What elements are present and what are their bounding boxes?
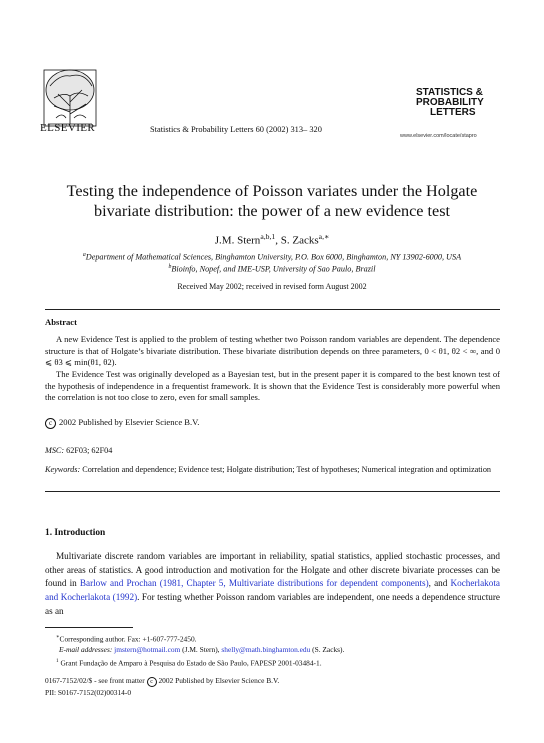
footnote-grant [45, 656, 500, 668]
body-text: , and [428, 578, 451, 589]
footnote-emails [45, 644, 500, 655]
author-affiliation-marks: a,b,1 [260, 232, 276, 241]
author-name: J.M. Stern [214, 234, 261, 247]
abstract-top-rule [45, 309, 500, 310]
email-link[interactable]: jmstern@hotmail.com [114, 645, 181, 654]
journal-citation: Statistics & Probability Letters 60 (2002) 313– 320 [150, 125, 322, 134]
copyright-symbol: c [45, 418, 56, 429]
journal-logo-line-1: STATISTICS & [416, 87, 483, 98]
title-line-1: Testing the independence of Poisson variates under the Holgate [66, 182, 478, 200]
publisher-name: ELSEVIER [40, 122, 96, 134]
author-list [60, 232, 484, 247]
copyright-symbol: c [147, 677, 157, 687]
keywords-text: Correlation and dependence; Evidence test; Holgate distribution; Test of hypotheses; Numerical integration and optimization [82, 465, 492, 474]
abstract-copyright [45, 417, 199, 429]
journal-url: www.elsevier.com/locate/stapro [400, 133, 477, 139]
section-heading: 1. Introduction [45, 528, 106, 538]
issn-copyright: 2002 Published by Elsevier Science B.V. [158, 676, 280, 685]
email-label: E-mail addresses: [59, 645, 113, 654]
copyright-text: 2002 Published by Elsevier Science B.V. [59, 417, 200, 427]
journal-logo-line-2: PROBABILITY [416, 97, 484, 108]
citation-link[interactable]: Barlow and Prochan (1981, Chapter 5, Multivariate distributions for dependent components) [79, 578, 429, 589]
journal-logo [416, 88, 496, 118]
footnote-rule [45, 627, 133, 628]
keywords-label: Keywords: [45, 465, 81, 474]
affiliation-text: Bioinfo, Nopef, and IME-USP, University of Sao Paulo, Brazil [171, 264, 376, 274]
issn-line [45, 676, 279, 687]
author-name: S. Zacks [280, 234, 319, 247]
title-line-2: bivariate distribution: the power of a new evidence test [93, 202, 450, 220]
body-text: Multivariate discrete random variables are important in reliability, spatial statistics, applied stochastic processes, and other areas of statistics. A good introduction and motivation for the Holgate and other discrete bivariate processes can be found in [45, 551, 500, 589]
footnote-mark: ∗ [56, 634, 60, 640]
paper-title [60, 181, 484, 221]
footnote-text: Grant Fundação de Amparo à Pesquisa do Estado de São Paulo, FAPESP 2001-03484-1. [60, 658, 322, 668]
msc-label: MSC: [45, 446, 65, 455]
affiliation-a [30, 252, 514, 262]
affiliation-text: Department of Mathematical Sciences, Binghamton University, P.O. Box 6000, Binghamton, NY 13902-6000, USA [85, 252, 462, 262]
issn-text: 0167-7152/02/$ - see front matter [45, 676, 145, 685]
body-text: . For testing whether Poisson random variables are independent, one needs a dependence structure as an [45, 592, 500, 616]
footnote-text: Corresponding author. Fax: +1-607-777-2450. [59, 634, 197, 644]
author-affiliation-marks: a,∗ [318, 232, 330, 241]
intro-paragraph [45, 550, 500, 619]
citation-link[interactable]: Kocherlakota and Kocherlakota (1992) [45, 578, 500, 603]
author-separator: , [275, 234, 281, 247]
abstract-text: A new Evidence Test is applied to the problem of testing whether two Poisson random variables are dependent. The dependence structure is that of Holgate’s bivariate distribution. These bivariate distribution depends on three parameters, 0 < θ1, θ2 < ∞, and 0 ⩽ θ3 ⩽ min(θ1, θ2). [45, 334, 500, 368]
abstract-heading: Abstract [45, 317, 77, 327]
pii-line: PII: S0167-7152(02)00314-0 [45, 688, 132, 697]
affiliation-b [30, 264, 514, 274]
email-link[interactable]: shelly@math.binghamton.edu [221, 645, 311, 654]
journal-logo-line-3: LETTERS [430, 107, 476, 118]
msc-codes [45, 446, 112, 455]
received-dates: Received May 2002; received in revised form August 2002 [177, 282, 367, 291]
abstract-bottom-rule [45, 491, 500, 492]
abstract-paragraph [45, 334, 500, 369]
keywords [45, 464, 500, 476]
affiliation-mark: b [168, 264, 172, 270]
abstract-paragraph [45, 369, 500, 404]
affiliation-mark: a [82, 252, 86, 258]
footnote-mark: 1 [56, 658, 59, 664]
email-owner: (S. Zacks). [310, 645, 345, 654]
footnote-corresponding [45, 632, 500, 644]
msc-values: 62F03; 62F04 [66, 446, 113, 455]
abstract-text: The Evidence Test was originally developed as a Bayesian test, but in the present paper it is compared to the best known test of the hypothesis of independence in a frequentist framework. It is shown that the Evidence Test is considerably more powerful when the correlation is not too close to zero, even for small samples. [45, 369, 500, 403]
email-owner: (J.M. Stern), [180, 645, 222, 654]
